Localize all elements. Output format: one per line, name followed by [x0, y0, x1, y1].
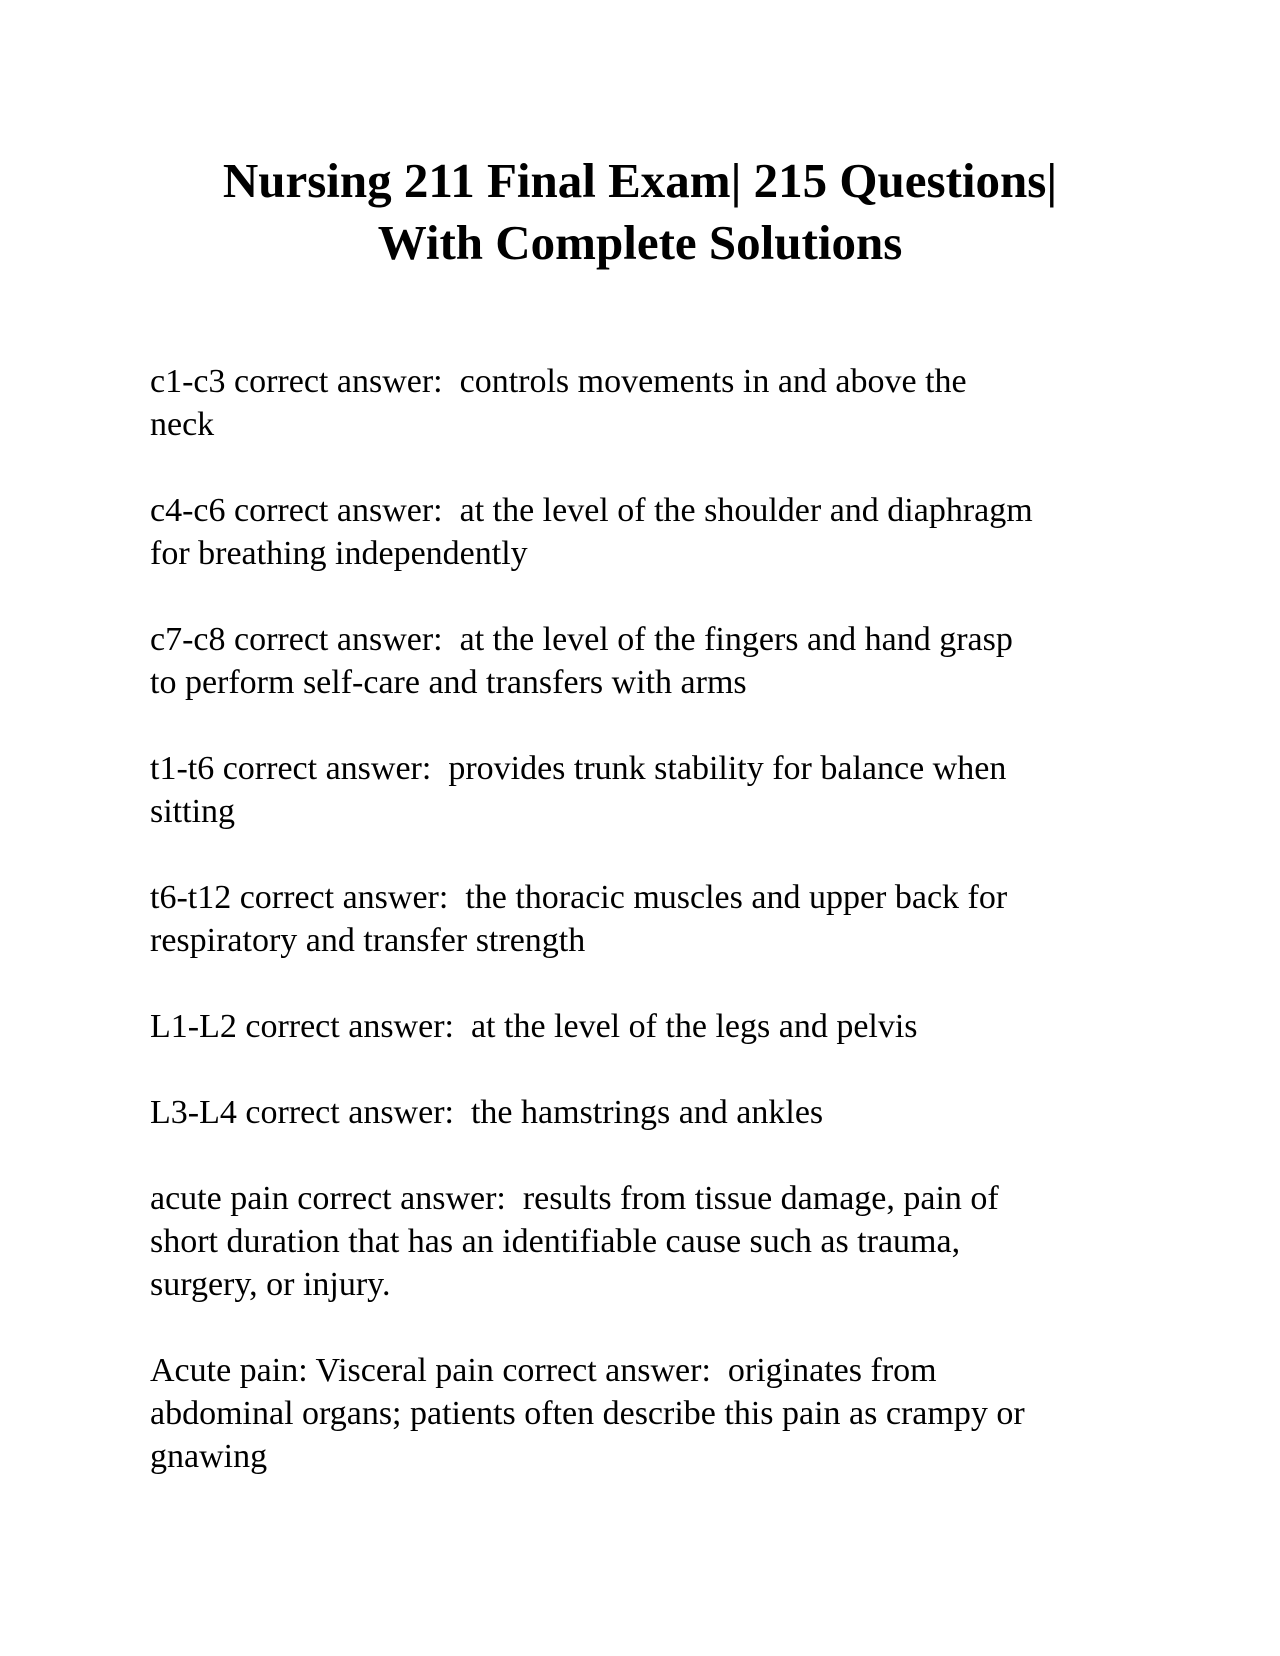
title-line-1: Nursing 211 Final Exam| 215 Questions|	[222, 153, 1058, 208]
qa-entry: t1-t6 correct answer: provides trunk stability for balance when sitting	[150, 750, 1007, 830]
qa-entry: c4-c6 correct answer: at the level of the shoulder and diaphragm for breathing independently	[150, 492, 1033, 572]
qa-list	[150, 360, 1150, 1521]
qa-entry: acute pain correct answer: results from tissue damage, pain of short duration that has an identifiable cause such as trauma, surgery, or injury.	[150, 1180, 999, 1303]
qa-entry: c1-c3 correct answer: controls movements in and above the neck	[150, 363, 967, 443]
qa-entry: t6-t12 correct answer: the thoracic muscles and upper back for respiratory and transfer strength	[150, 879, 1008, 959]
title-line-2: With Complete Solutions	[377, 215, 903, 270]
qa-entry: Acute pain: Visceral pain correct answer: originates from abdominal organs; patients often describe this pain as crampy or gnawing	[150, 1352, 1025, 1475]
qa-entry: c7-c8 correct answer: at the level of the fingers and hand grasp to perform self-care and transfers with arms	[150, 621, 1013, 701]
qa-entry: L3-L4 correct answer: the hamstrings and ankles	[150, 1094, 824, 1131]
qa-entry: L1-L2 correct answer: at the level of the legs and pelvis	[150, 1008, 918, 1045]
document-title	[100, 150, 1180, 274]
